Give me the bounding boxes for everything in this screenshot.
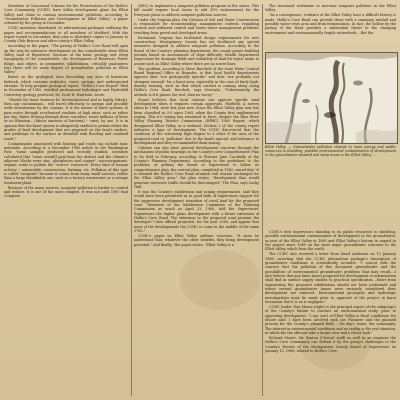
- paragraph: Citizens can also raise general development concerns through the mechanism of public hearings on the County's new Comprehensive Plan to be held in February, according to Planner Jane Cacekelly of the County's Planning Department. According to the guidelines to the problems of getting the Board of Supervisors to follow its comprehensive plan, the current plan, completed in 1982, stated that "it is deemed the Hollis's Cove Road situation will remain unchanged for the Elliot Valley area," the plan states, "development that would generate excessive traffic should be discouraged." The Plan, says Lucky Hall.: [134, 145, 259, 190]
- paragraph: CCHC leader Tom Moore (right) is the principal aspect of the subgroup's of the County's failure to conduct an environmental study, prior to approving development. "I say can't of Elliot Valley is fiscal conditions, for Moore said. I have been involved with the Planners and the planned process for the County's planned field, ...On day's home; the community. The interest in environmental conditions and no reality is the real situation, in which the the officials take a larger view and a closer look.": [265, 305, 396, 336]
- paragraph: According to the paper, "The paving of Hollis's Cove Road will open up the way for extensive development on the considerable shore Elliot Valley land of Ripostreet. Because of the basic geology and steep topography of the considerable, the development of Reservoir, Potter Ridge, and others, as permissive, subdivisions, critically guarantees that there will be some degree of groundwater pollution in Elliot Valley.": [4, 44, 128, 75]
- paragraph: Contaminants associated with heating and roads can include toxic materials. According to a December 1985 article in the Washington Post, "some samples produced and recently studied, scientists calculated that "some overall] ppm from the district and the climate's adjacent blocks were zinc, phosphorus and copper"...microorganisms, organic acids to pollute the "scarce" resources. Every land of human activity -- automobile, construction, farming, etc. Pollution of this type is called "nonpoint" because it comes from many small sources, rather than a large identifiable one, such as a factory wastewater or a sewage treatment plant.: [4, 141, 128, 185]
- paragraph: "As a consequence, evidence of the Elliot Valley have a difficult history is made. Hollis's Cove Road can provide these with a summary rainfall and possibly water rests area and from fermentation. In fact, the hollow by the paving of the Road provides a substantial threat to the changing environment and environmentally fragile watersheds....But the: [265, 13, 396, 35]
- photo-caption: Elliot Valley — Groundwater pollution cleared in main energy and public resources in shielding, possible environmental contamination of development in the groundwater situated and steep areas in the Elliot Valley. ...: [265, 145, 396, 158]
- paragraph: "Should the basic features be inconsequential and in highly (likely), then any contaminant... will travel efficiently to springs and possibly wells downstream by the cousins. It is the nature of karst systems to pass water through accelerated conduits at high rates, such as either per day. Water, flowing through these corridors, travel millions of liters or no filtration....(Minor amounts of bacteria) -- exist; by one. It is in opinion that the karst system is adequately studied to permit either the grades of land development that are proposed on the land's surface, and pathways to the surface in downhill with flooding and confined roads.": [4, 97, 128, 141]
- article-column-3-top: [265, 4, 396, 48]
- paragraph: Richard Moore, Mr. Barton (Clerical staff) as well as an engineer the Hollis's Cove Community can defend it by the group's challenges to the County's Review of the Montgomery County Board of Supervisors on January 13, 1986, related to Hollis's Cove.: [265, 336, 396, 354]
- paragraph: Richmond, Virginia has facilitated design requirements for new construction. Montgomery County has not facilitated any special measures designed to address nonpoint pollution. According to the Board of the County's planning department, the county grants building permits based on assessments of slope difficulty, Health Department Inspections for drainage fields and suitability of land for septic tanks to assure such as Elliot Valley where there are no sewer lines.: [134, 35, 259, 66]
- article-column-3-bottom: [265, 230, 396, 396]
- paragraph: Under the Virginia plan, the Division of Soil and Water Conservation is responsible for recommending management controls regarding erosion and sediment control and storm water management problems resulting from paved and developed areas.: [134, 17, 259, 35]
- paragraph: Because of the many sources, nonpoint pollution is harder to control and reduce. It is one of the most complex. It was not until 1987 that Congress: [4, 185, 128, 199]
- paragraph: CCHC members distributed 30 informational packages outlining the paper and recommendations to all members of Medford. With the report issued in December, they plan to distribute copies to January to County Club Briscoe and other county's Elliot Valley.: [4, 26, 128, 44]
- paragraph: Stuart believes that local citizens can approve specific land development when it requires certain approvals. Fairfield. A survey taken in 1984, were last year now. Since the Elliot Valley plan now has been classified as 5-0 since 1965, when the County first implemented zoning. This 8-0 zoning has remained in force, despite the Blue River Valley Planning District Commission (HPRC) 1983 Report, which designated Elliot Valley as a wetland. Section 2 of the county report indicates a type of development. The CCHC discovered that the condition of the waterstrip high degree to 8 other if the area of the proposed road or "pollution" due to the land's special, and tolerance to development and they recommended dean-zoning.: [134, 97, 259, 146]
- paragraph: The problem, according to Steve Burchett of the state Water Control Board Regional Office in Roanoke, is that local health departments approve land "not geologically specific" and thus "are probably not stringent enough" for a karst area, especially in the case of fairly high-density housing, such as that which current is coming along along Hollis's Cove Road. Burchett, says Seronalo, "Unfortunately, the attitude is if it passes the test, then no worry.": [134, 66, 259, 97]
- paragraph: (DEC) to implement a nonpoint pollution program in the states. This bill would require local towns to add 30% endorsement for the Everyone plans to address nonpoint pollution sources.: [134, 4, 259, 17]
- column-rule: [131, 4, 132, 396]
- paragraph: The CCHC also received a letter from Dearl Anderson on 13 January 1986, asserting that the CCHC information package's description of groundwater conditions is scientifically accurate. "I concur with the concern that the pollution of this document groundwater and the possibilities of environmental groundwater problems that may result....I also believe that any basic issues proposed for development or urbanization shall find in surface supply studies to practical specification....Exert from engineering the proposed subdivisions should not been performed and where several groundwater issues were seriously considered their development are removed. Environmental geologists and hydrologic investigations must be made prior to approval of the project in karst terranean. But it is as is negligent.": [265, 252, 396, 305]
- stream-photo-image: [266, 53, 397, 143]
- paragraph: CCHC's paper on Elliot Valley outlines concerns. "It must be understood that, whatever the other benefits, they bring development potential." And finally, "the paper states, "Elliot Valley is a: [134, 234, 259, 247]
- paragraph: Based on the geological laws describing any area of limestone bedrock, which contains sinkholes, caves, springs, and underground streams. To help prepare geological report, "Hollis's Cove Report" filed in December of 1985, certified professional hydrologist and Hydrofeld University geology professor, Dr. Scott H. Harrison, wrote:: [4, 75, 128, 97]
- article-column-2: [134, 4, 259, 396]
- article-column-1: [4, 4, 128, 396]
- column-rule: [262, 4, 263, 396]
- paragraph: CCHC's first Supervisors standing to its public resources to shielding, possible environmental contamination of development in the groundwater, as part of the Elliot Valley in 1985 and Elliot Valley's history in regard to the project since 1985 on the most major groundwater concerns in the Elliot Valley, which from the south.: [265, 230, 396, 252]
- paragraph: It was the County's subdivision and zoning requirements, said they would have been permitted as in good faith of Supervisors support for the aggressive development transition of rural land for the proposed road. "Members of the Subdivision Committee of the Planning Commission as much as April 23, 1985, told the Supervisors' Supervisors the higher plans development with a future extension of Hollis's Cove Road. The extension to the proposed road promise the developer? Cites official projected, for the year 2000, and appear that most of the developments the CCHC to come in the middle of the same 1785.": [134, 190, 259, 234]
- caption-rule: [265, 143, 396, 144]
- paragraph: The increased sediments to increase nonpoint pollution in the Elliot Valley.: [265, 4, 396, 13]
- paragraph: Members of Concerned Citizens for the Preservation of the Hollis's Cove Community (CCHC) have fallen development plans for Elliot Valley and claim to contain environmental problems, according to "Groundwater Pollution and Development in Elliot Valley," a paper released by the group in December.: [4, 4, 128, 26]
- photo-stream-in-valley: [265, 52, 398, 144]
